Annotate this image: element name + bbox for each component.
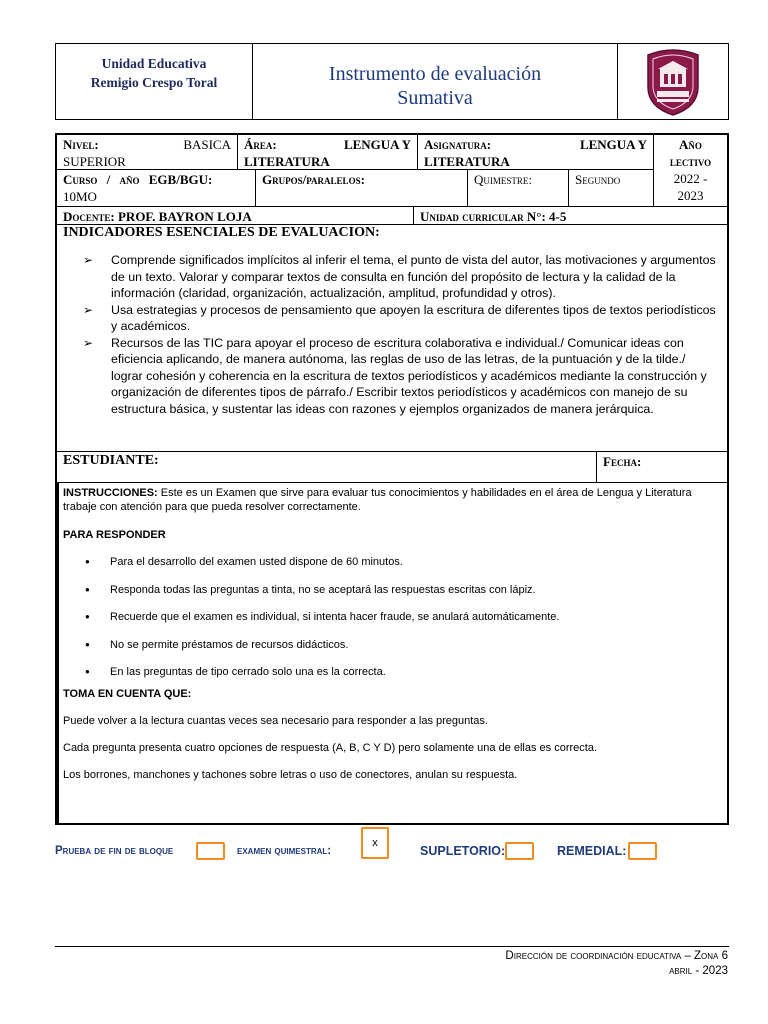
document-header xyxy=(55,43,729,120)
anio-label-b: lectivo xyxy=(669,154,712,169)
list-item: ● En las preguntas de tipo cerrado solo una es la correcta. xyxy=(63,665,721,693)
quimestral-checkbox[interactable] xyxy=(361,827,389,859)
arrow-bullet-icon: ➢ xyxy=(83,253,94,267)
school-name-line1: Unidad Educativa xyxy=(101,56,207,71)
remedial-checkbox[interactable] xyxy=(628,842,657,860)
quimestre-label-cell xyxy=(468,170,569,207)
date-label: Fecha: xyxy=(603,454,642,469)
indicator-item: ➢ Comprende significados implícitos al inferir el tema, el punto de vista del autor, las motivaciones y argumentos de un texto. Valorar y comparar textos de consulta en función del propósito de lectura y la calidad de la información (claridad, organización, actualización, amplitud, profundidad y otros). xyxy=(83,253,716,300)
area-value-b: LITERATURA xyxy=(244,154,330,169)
document-title-block xyxy=(253,44,617,119)
instructions-intro: INSTRUCCIONES: Este es un Examen que sirve para evaluar tus conocimientos y habilidades en el área de Lengua y Literatura trabaje con atención para que pueda resolver correctamente. xyxy=(63,487,692,513)
list-item: ● Recuerde que el examen es individual, si intenta hacer fraude, se anulará automáticamente. xyxy=(63,610,721,638)
indicators-section xyxy=(57,225,727,452)
anio-lectivo-cell xyxy=(654,135,727,207)
asignatura-label: Asignatura: xyxy=(424,137,492,152)
date-field[interactable] xyxy=(597,452,727,483)
school-crest-icon xyxy=(617,44,728,119)
unidad-label: Unidad curricular N°: 4-5 xyxy=(420,209,567,224)
quimestre-value: Segundo xyxy=(575,172,621,187)
note-title: TOMA EN CUENTA QUE: xyxy=(63,687,192,700)
list-item: ● Responda todas las preguntas a tinta, no se aceptará las respuestas escritas con lápiz. xyxy=(63,583,721,611)
asignatura-value-a: LENGUA Y xyxy=(579,137,647,152)
grupos-cell xyxy=(256,170,468,207)
unidad-cell xyxy=(414,207,727,225)
note-item: Los borrones, manchones y tachones sobre letras o uso de conectores, anulan su respuesta. xyxy=(63,768,518,781)
grupos-label: Grupos/paralelos: xyxy=(262,172,365,187)
area-label: Área: xyxy=(244,137,277,152)
supletorio-label: SUPLETORIO: xyxy=(420,844,506,858)
quimestral-checkmark: x xyxy=(372,837,378,849)
asignatura-value-b: LITERATURA xyxy=(424,154,510,169)
instructions-left-rule xyxy=(57,483,59,823)
arrow-bullet-icon: ➢ xyxy=(83,335,94,350)
fin-bloque-checkbox[interactable] xyxy=(196,842,225,860)
school-name-block xyxy=(56,44,253,119)
curso-cell xyxy=(57,170,256,207)
indicator-item: ➢ Usa estrategias y procesos de pensamiento que apoyen la escritura de diferentes tipos de textos periodísticos y académicos. xyxy=(83,302,716,333)
indicators-title: INDICADORES ESENCIALES DE EVALUACION: xyxy=(63,225,380,240)
footer-rule xyxy=(55,946,729,947)
list-item: ● No se permite préstamos de recursos didácticos. xyxy=(63,638,721,666)
indicators-list xyxy=(79,252,717,417)
student-label: ESTUDIANTE: xyxy=(63,453,159,468)
nivel-value-b: SUPERIOR xyxy=(63,154,126,169)
arrow-bullet-icon: ➢ xyxy=(83,302,94,317)
footer-department: Dirección de coordinación educativa – Zona 6 xyxy=(505,950,728,962)
exam-type-options xyxy=(0,826,768,862)
docente-cell xyxy=(57,207,414,225)
instructions-section xyxy=(57,483,727,823)
nivel-label: Nivel: xyxy=(63,137,99,152)
curso-label: Curso / año EGB/BGU: xyxy=(63,172,213,187)
respond-title: PARA RESPONDER xyxy=(63,529,166,541)
area-cell xyxy=(238,135,418,170)
respond-list xyxy=(63,555,721,693)
nivel-value-a: BASICA xyxy=(183,137,231,152)
asignatura-cell xyxy=(418,135,654,170)
school-name-line2: Remigio Crespo Toral xyxy=(90,75,218,90)
docente-label: Docente: xyxy=(63,209,115,224)
anio-value-b: 2023 xyxy=(677,188,704,203)
quimestral-label: examen quimestral: xyxy=(237,845,332,857)
document-subtitle: Sumativa xyxy=(397,87,473,109)
footer-date: abril - 2023 xyxy=(669,965,728,977)
quimestre-label: Quimestre: xyxy=(474,172,532,187)
curso-value: 10MO xyxy=(63,189,97,204)
exam-info-form xyxy=(55,133,729,825)
list-item: ● Para el desarrollo del examen usted dispone de 60 minutos. xyxy=(63,555,721,583)
supletorio-checkbox[interactable] xyxy=(505,842,534,860)
anio-value-a: 2022 - xyxy=(673,171,708,186)
student-name-field[interactable] xyxy=(57,452,597,483)
note-item: Puede volver a la lectura cuantas veces sea necesario para responder a las preguntas. xyxy=(63,714,488,727)
remedial-label: REMEDIAL: xyxy=(557,844,627,858)
quimestre-value-cell xyxy=(569,170,654,207)
document-title: Instrumento de evaluación xyxy=(328,63,542,85)
fin-bloque-label: Prueba de fin de bloque xyxy=(55,845,174,857)
indicator-item: ➢ Recursos de las TIC para apoyar el proceso de escritura colaborativa e individual./ Comunicar ideas con eficiencia aplicando, de manera autónoma, las reglas de uso de las letras, de la puntuación y de la tilde./ lograr cohesión y coherencia en la escritura de textos periodísticos y académicos mediante la construcción y organización de diferentes tipos de párrafo./ Escribir textos periodísticos y académicos con manejo de su estructura básica, y sustentar las ideas con razones y ejemplos organizados de manera jerárquica. xyxy=(83,335,707,416)
anio-label-a: Año xyxy=(679,137,702,152)
area-value-a: LENGUA Y xyxy=(343,137,411,152)
note-item: Cada pregunta presenta cuatro opciones de respuesta (A, B, C Y D) pero solamente una de ellas es correcta. xyxy=(63,741,598,754)
docente-value: PROF. BAYRON LOJA xyxy=(117,209,252,224)
nivel-cell xyxy=(57,135,238,170)
